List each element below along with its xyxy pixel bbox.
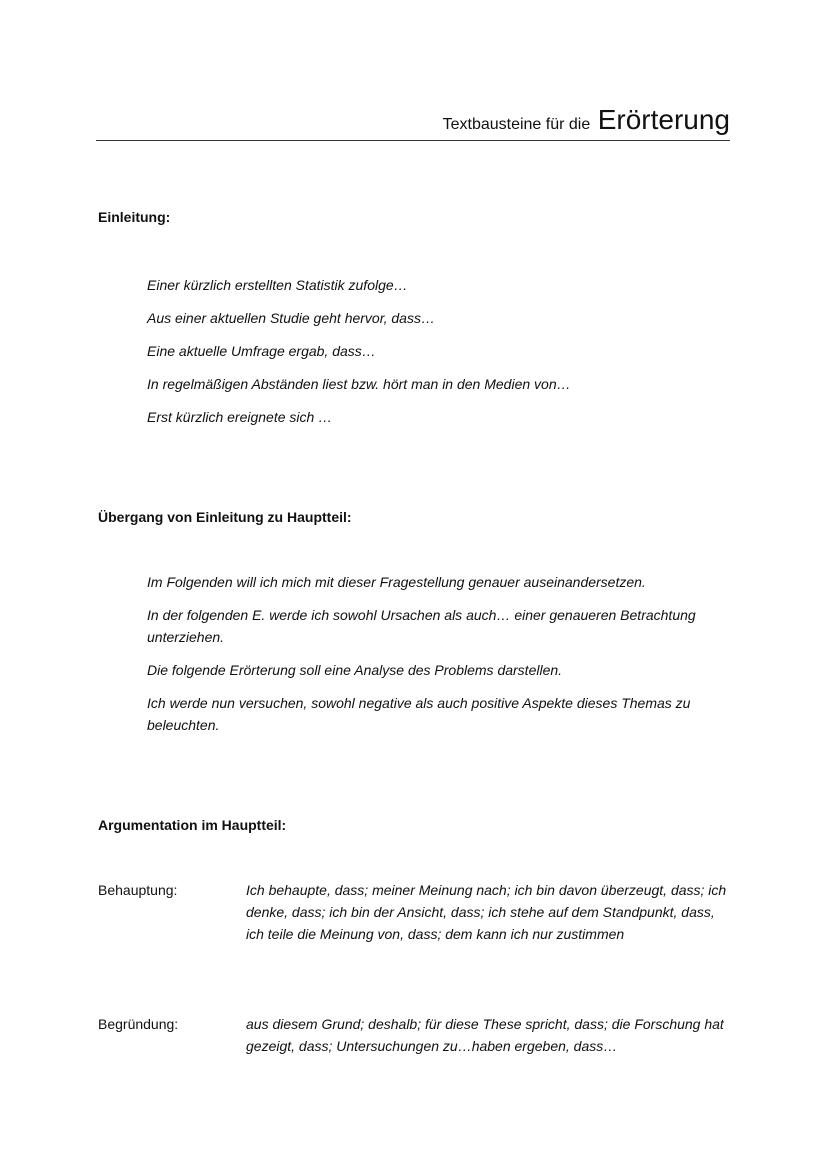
list-item: Aus einer aktuellen Studie geht hervor, dass… — [147, 310, 435, 326]
list-item: In regelmäßigen Abständen liest bzw. hört man in den Medien von… — [147, 376, 571, 392]
argument-label: Begründung: — [98, 1016, 179, 1032]
page-title: Erörterung — [597, 104, 730, 135]
page-header — [96, 104, 730, 141]
list-item: In der folgenden E. werde ich sowohl Ursachen als auch… einer genaueren Betrachtung unterziehen. — [147, 607, 696, 645]
list-item: Im Folgenden will ich mich mit dieser Fragestellung genauer auseinandersetzen. — [147, 574, 646, 590]
section-heading-introduction: Einleitung: — [98, 209, 171, 225]
transition-phrase-list — [147, 571, 737, 747]
list-item: Eine aktuelle Umfrage ergab, dass… — [147, 343, 376, 359]
list-item: Die folgende Erörterung soll eine Analyse des Problems darstellen. — [147, 662, 563, 678]
section-heading-transition: Übergang von Einleitung zu Hauptteil: — [98, 509, 352, 525]
argument-phrases: aus diesem Grund; deshalb; für diese These spricht, dass; die Forschung hat gezeigt, dass; Untersuchungen zu…haben ergeben, dass… — [246, 1016, 724, 1054]
page-title-prefix: Textbausteine für die — [442, 116, 591, 133]
introduction-phrase-list — [147, 274, 737, 439]
argument-label: Behauptung: — [98, 882, 178, 898]
section-heading-argumentation: Argumentation im Hauptteil: — [98, 817, 287, 833]
argument-phrases: Ich behaupte, dass; meiner Meinung nach; ich bin davon überzeugt, dass; ich denke, dass; ich bin der Ansicht, dass; ich stehe auf dem Standpunkt, dass, ich teile die Meinung von, dass; dem kann ich nur zustimmen — [246, 882, 727, 942]
list-item: Einer kürzlich erstellten Statistik zufolge… — [147, 277, 408, 293]
list-item: Ich werde nun versuchen, sowohl negative als auch positive Aspekte dieses Themas zu beleuchten. — [147, 695, 691, 733]
list-item: Erst kürzlich ereignete sich … — [147, 409, 333, 425]
